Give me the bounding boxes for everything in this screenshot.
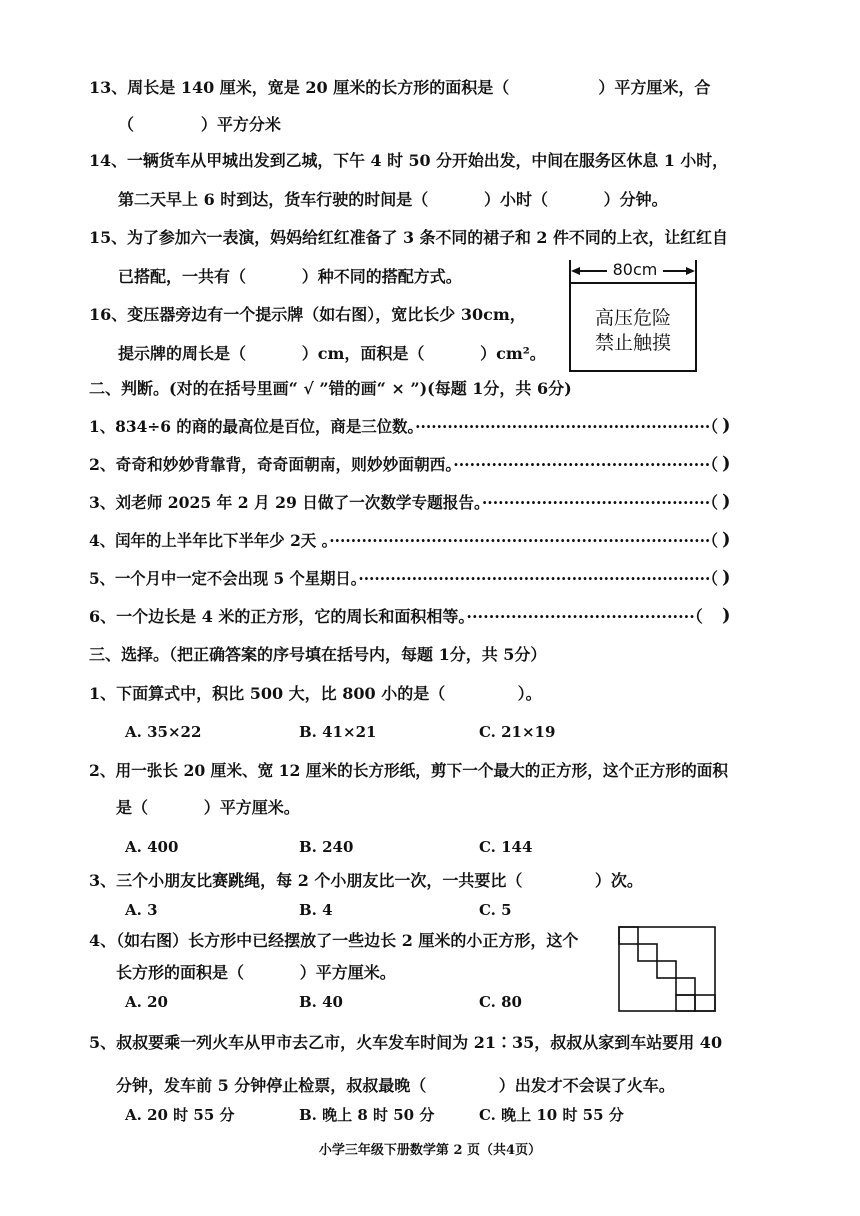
choice-q2-option-c: C. 144: [479, 838, 533, 856]
choice-q2-option-a: A. 400: [125, 838, 179, 856]
choice-q2-option-b: B. 240: [299, 838, 354, 856]
choice-heading: 三、选择。（把正确答案的序号填在括号内，每题 1分，共 5分）: [89, 645, 547, 664]
q14-line1: 14、一辆货车从甲城出发到乙城，下午 4 时 50 分开始出发，中间在服务区休息 1 小时，: [89, 151, 729, 170]
q15-line1: 15、为了参加六一表演，妈妈给红红准备了 3 条不同的裙子和 2 件不同的上衣，让红红自: [89, 228, 728, 247]
outer-rectangle: [619, 927, 715, 1011]
choice-q5-line2: 分钟，发车前 5 分钟停止检票，叔叔最晚（ ）出发才不会误了火车。: [116, 1076, 675, 1095]
sign-text-line2: 禁止触摸: [594, 332, 671, 354]
rectangle-squares-figure: [618, 926, 716, 1012]
judge-item-2-close-paren: ): [722, 453, 731, 474]
choice-q2-line1: 2、用一张长 20 厘米、宽 12 厘米的长方形纸，剪下一个最大的正方形，这个正方形的面积: [89, 761, 728, 780]
q16-line2: 提示牌的周长是（ ）cm，面积是（ ）cm²。: [118, 344, 546, 363]
sign-width-label: 80cm: [607, 259, 663, 281]
judge-item-3-close-paren: ): [722, 491, 731, 512]
choice-q3-option-a: A. 3: [125, 901, 158, 919]
small-square: [676, 995, 695, 1011]
q14-line2: 第二天早上 6 时到达，货车行驶的时间是（ ）小时（ ）分钟。: [118, 190, 668, 209]
q16-line1: 16、变压器旁边有一个提示牌（如右图），宽比长少 30cm，: [89, 305, 526, 324]
judge-item-3: 3、刘老师 2025 年 2 月 29 日做了一次数学专题报告。··········································（: [89, 493, 718, 512]
judge-heading: 二、判断。(对的在括号里画“ √ ”错的画“ × ”)(每题 1分，共 6分): [89, 379, 572, 398]
warning-sign: [569, 282, 697, 372]
q13-line1: 13、周长是 140 厘米，宽是 20 厘米的长方形的面积是（ ）平方厘米，合: [89, 78, 711, 97]
small-square: [695, 995, 715, 1011]
choice-q1-option-b: B. 41×21: [299, 723, 377, 741]
choice-q4-option-c: C. 80: [479, 993, 522, 1011]
judge-item-4-close-paren: ): [722, 529, 731, 550]
choice-q1-option-c: C. 21×19: [479, 723, 556, 741]
choice-q4-line2: 长方形的面积是（ ）平方厘米。: [116, 963, 396, 982]
judge-item-1-close-paren: ): [722, 415, 731, 436]
choice-q4-option-a: A. 20: [125, 993, 168, 1011]
choice-q3-option-c: C. 5: [479, 901, 512, 919]
choice-q4-option-b: B. 40: [299, 993, 343, 1011]
q13-line2: （ ）平方分米: [118, 115, 281, 134]
choice-q5-line1: 5、叔叔要乘一列火车从甲市去乙市，火车发车时间为 21∶35，叔叔从家到车站要用 40: [89, 1033, 723, 1052]
choice-q5-option-a: A. 20 时 55 分: [125, 1106, 235, 1124]
page-footer: 小学三年级下册数学第 2 页（共4页）: [318, 1143, 542, 1158]
small-square: [638, 944, 657, 961]
choice-q4-line1: 4、（如右图）长方形中已经摆放了一些边长 2 厘米的小正方形，这个: [89, 931, 579, 950]
judge-item-1: 1、834÷6 的商的最高位是百位，商是三位数。·······················································（: [89, 417, 718, 436]
choice-q2-line2: 是（ ）平方厘米。: [116, 798, 300, 817]
q15-line2: 已搭配，一共有（ ）种不同的搭配方式。: [118, 267, 462, 286]
small-square: [657, 961, 676, 978]
small-square: [619, 927, 638, 944]
choice-q1-line1: 1、下面算式中，积比 500 大，比 800 小的是（ ）。: [89, 684, 542, 703]
sign-text-line1: 高压危险: [594, 307, 671, 329]
choice-q3-option-b: B. 4: [299, 901, 333, 919]
judge-item-5: 5、一个月中一定不会出现 5 个星期日。··································································（: [89, 569, 719, 588]
judge-item-6-close-paren: ): [722, 605, 731, 626]
choice-q1-option-a: A. 35×22: [125, 723, 202, 741]
choice-q3-line1: 3、三个小朋友比赛跳绳，每 2 个小朋友比一次，一共要比（ ）次。: [89, 871, 643, 890]
judge-item-5-close-paren: ): [722, 567, 731, 588]
judge-item-6: 6、一个边长是 4 米的正方形，它的周长和面积相等。·········································（: [89, 607, 703, 626]
small-square: [676, 978, 695, 995]
choice-q5-option-b: B. 晚上 8 时 50 分: [299, 1106, 435, 1124]
judge-item-2: 2、奇奇和妙妙背靠背，奇奇面朝南，则妙妙面朝西。···············································（: [89, 455, 719, 474]
choice-q5-option-c: C. 晚上 10 时 55 分: [479, 1106, 624, 1124]
judge-item-4: 4、闰年的上半年比下半年少 2天 。·······································································（: [89, 531, 719, 550]
